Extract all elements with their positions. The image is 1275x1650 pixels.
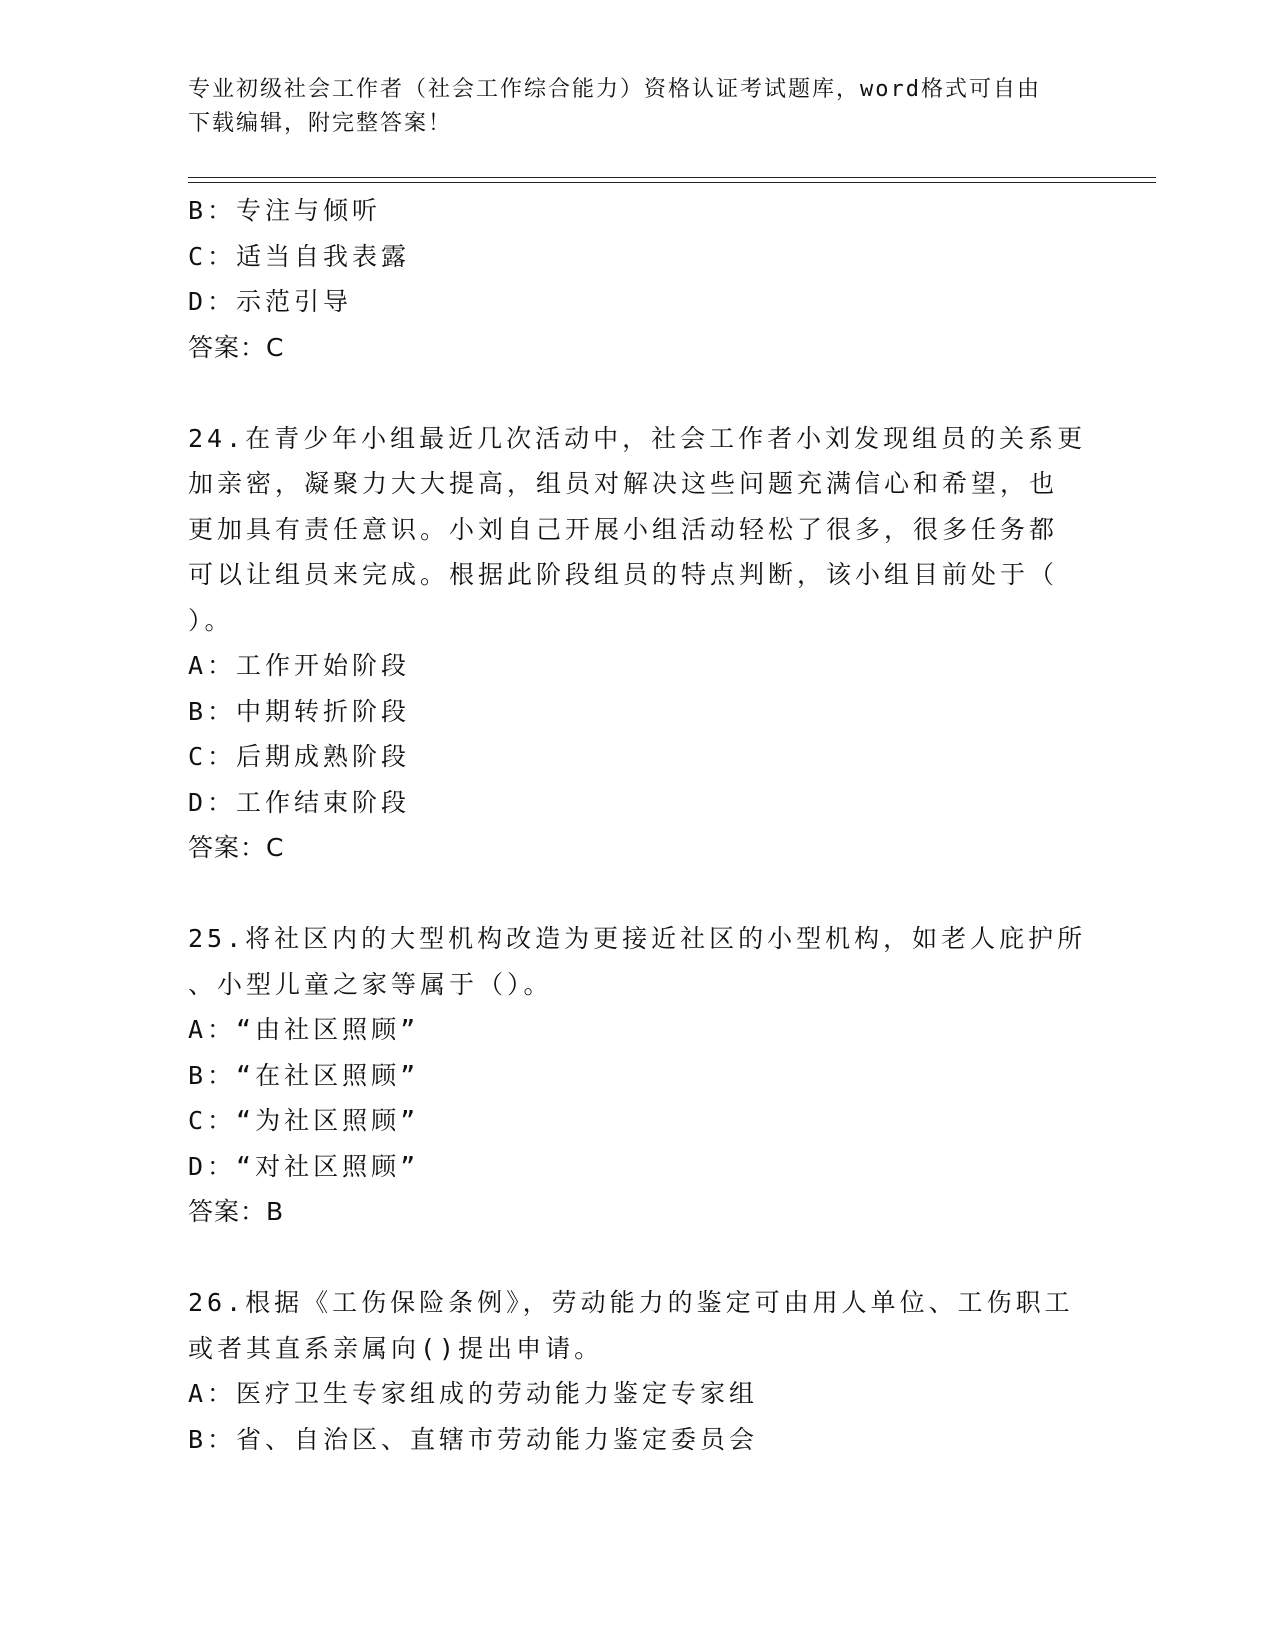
answer-line: 答案：B bbox=[188, 1197, 285, 1226]
option-a: A：医疗卫生专家组成的劳动能力鉴定专家组 bbox=[188, 1379, 759, 1408]
question-23 bbox=[188, 188, 1088, 370]
question-stem-line: 加亲密，凝聚力大大提高，组员对解决这些问题充满信心和希望，也 bbox=[188, 469, 1059, 498]
question-25 bbox=[188, 916, 1088, 1235]
question-stem-line: 24.在青少年小组最近几次活动中，社会工作者小刘发现组员的关系更 bbox=[188, 423, 1087, 453]
header-line-1: 专业初级社会工作者（社会工作综合能力）资格认证考试题库，word格式可自由 bbox=[188, 77, 1041, 102]
question-content bbox=[188, 188, 1088, 1462]
question-26 bbox=[188, 1280, 1088, 1462]
question-stem-line: 25.将社区内的大型机构改造为更接近社区的小型机构，如老人庇护所 bbox=[188, 924, 1087, 953]
question-stem-line: 更加具有责任意识。小刘自己开展小组活动轻松了很多，很多任务都 bbox=[188, 514, 1059, 544]
option-c: C：适当自我表露 bbox=[188, 241, 411, 271]
question-stem-line: 26.根据《工伤保险条例》，劳动能力的鉴定可由用人单位、工伤职工 bbox=[188, 1288, 1074, 1317]
question-24 bbox=[188, 416, 1088, 871]
option-b: B：省、自治区、直辖市劳动能力鉴定委员会 bbox=[188, 1424, 759, 1454]
question-stem-line: 可以让组员来完成。根据此阶段组员的特点判断，该小组目前处于（ bbox=[188, 560, 1059, 589]
question-stem-line: 、小型儿童之家等属于（）。 bbox=[188, 969, 553, 999]
option-d: D：“对社区照顾” bbox=[188, 1151, 420, 1181]
option-b: B：中期转折阶段 bbox=[188, 696, 411, 726]
header-divider-top bbox=[188, 177, 1156, 178]
option-a: A：工作开始阶段 bbox=[188, 651, 411, 680]
header-divider-bottom bbox=[188, 182, 1156, 183]
question-stem-line: ）。 bbox=[188, 605, 234, 635]
answer-line: 答案：C bbox=[188, 833, 285, 862]
option-c: C：后期成熟阶段 bbox=[188, 742, 411, 771]
option-d: D：示范引导 bbox=[188, 287, 353, 316]
section-gap bbox=[188, 871, 1088, 917]
option-a: A：“由社区照顾” bbox=[188, 1015, 420, 1044]
section-gap bbox=[188, 1235, 1088, 1281]
header-line-2: 下载编辑，附完整答案！ bbox=[188, 111, 453, 136]
option-d: D：工作结束阶段 bbox=[188, 787, 411, 817]
option-c: C：“为社区照顾” bbox=[188, 1106, 420, 1135]
answer-line: 答案：C bbox=[188, 332, 285, 362]
option-b: B：“在社区照顾” bbox=[188, 1060, 420, 1090]
section-gap bbox=[188, 370, 1088, 416]
option-b: B：专注与倾听 bbox=[188, 196, 382, 225]
document-header bbox=[188, 73, 1068, 141]
question-stem-line: 或者其直系亲属向()提出申请。 bbox=[188, 1333, 604, 1363]
